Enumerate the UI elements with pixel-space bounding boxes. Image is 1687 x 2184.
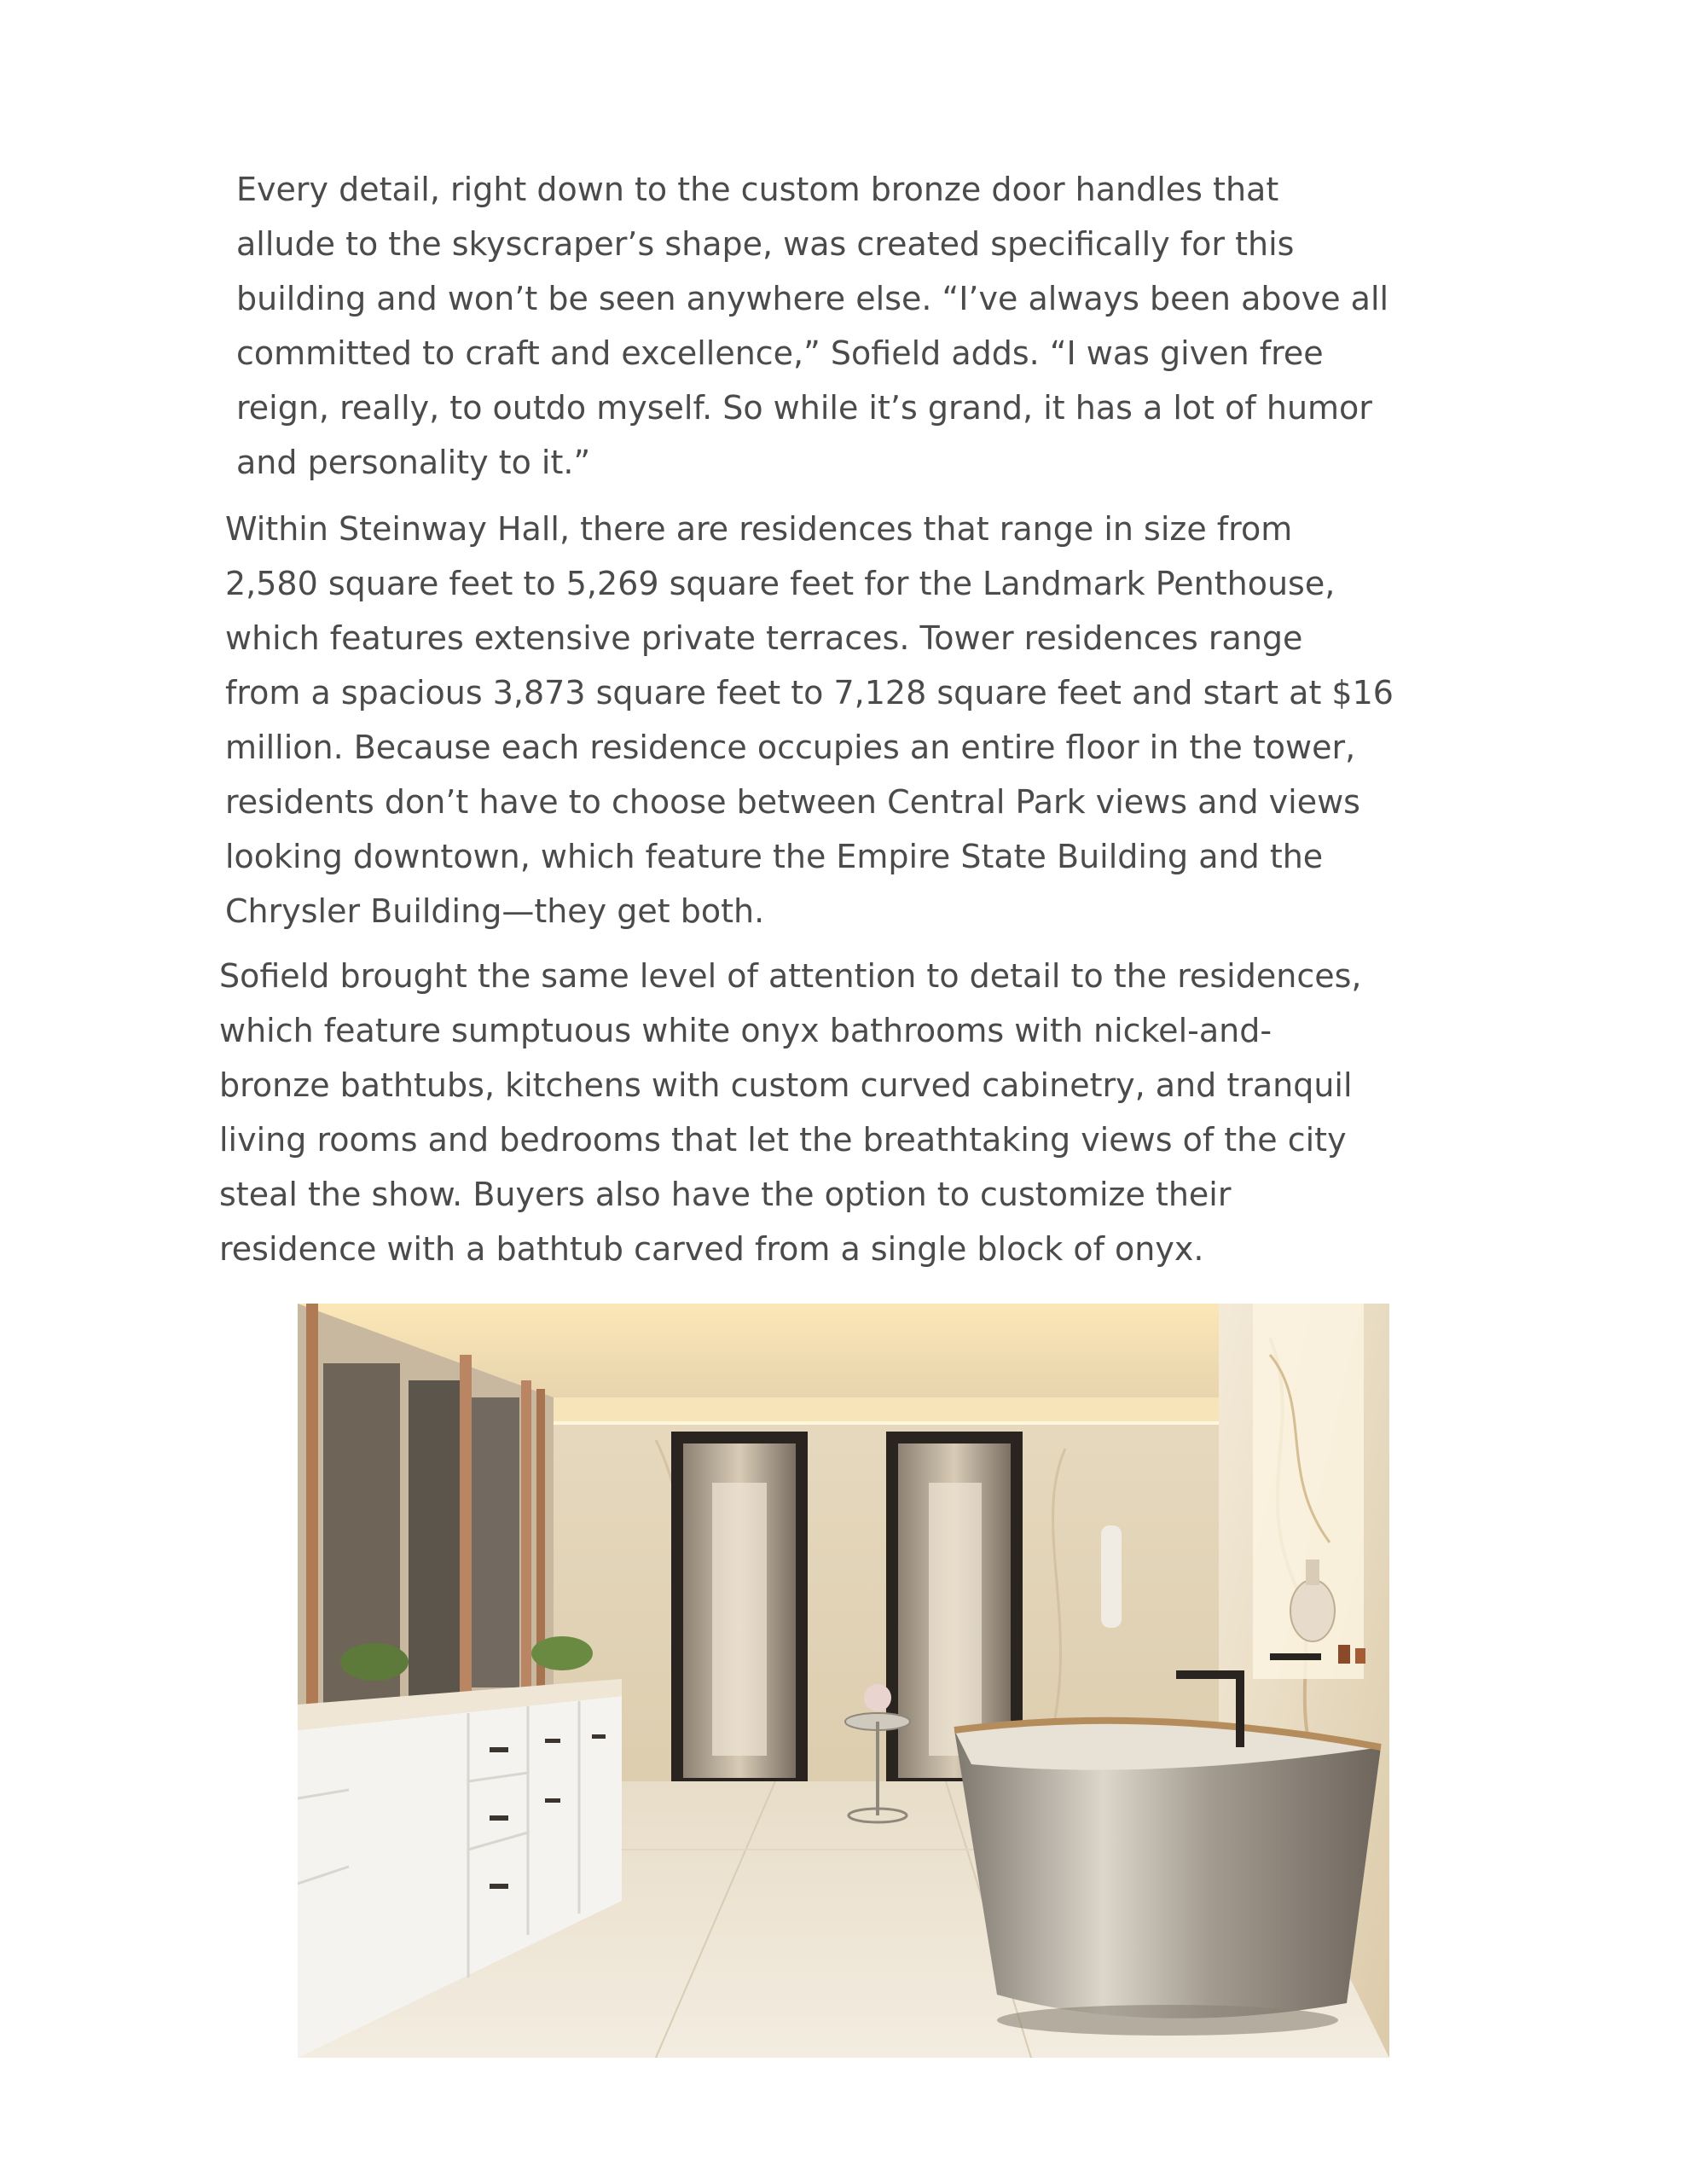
paragraph-line: Every detail, right down to the custom bronze door handles that bbox=[236, 171, 1279, 208]
paragraph-line: allude to the skyscraper’s shape, was created specifically for this bbox=[236, 225, 1295, 263]
paragraph-craft bbox=[236, 162, 1388, 490]
paragraph-bathrooms bbox=[219, 949, 1361, 1276]
paragraph-line: and personality to it.” bbox=[236, 444, 591, 481]
paragraph-line: steal the show. Buyers also have the option to customize their bbox=[219, 1176, 1232, 1213]
paragraph-line: residence with a bathtub carved from a single block of onyx. bbox=[219, 1230, 1204, 1268]
paragraph-line: which features extensive private terraces. Tower residences range bbox=[225, 619, 1303, 657]
paragraph-residences bbox=[225, 502, 1394, 938]
paragraph-line: committed to craft and excellence,” Sofield adds. “I was given free bbox=[236, 334, 1324, 372]
paragraph-line: Within Steinway Hall, there are residences that range in size from bbox=[225, 510, 1293, 548]
paragraph-line: building and won’t be seen anywhere else. “I’ve always been above all bbox=[236, 280, 1389, 317]
paragraph-line: living rooms and bedrooms that let the breathtaking views of the city bbox=[219, 1121, 1347, 1159]
paragraph-line: from a spacious 3,873 square feet to 7,128 square feet and start at $16 bbox=[225, 674, 1394, 712]
paragraph-line: bronze bathtubs, kitchens with custom curved cabinetry, and tranquil bbox=[219, 1066, 1353, 1104]
paragraph-line: which feature sumptuous white onyx bathrooms with nickel-and- bbox=[219, 1012, 1272, 1049]
bathroom-photo bbox=[298, 1304, 1389, 2058]
paragraph-line: Sofield brought the same level of attention to detail to the residences, bbox=[219, 957, 1362, 995]
paragraph-line: reign, really, to outdo myself. So while it’s grand, it has a lot of humor bbox=[236, 389, 1372, 427]
bathroom-illustration bbox=[298, 1304, 1389, 2058]
paragraph-line: looking downtown, which feature the Empire State Building and the bbox=[225, 838, 1324, 875]
paragraph-line: 2,580 square feet to 5,269 square feet for the Landmark Penthouse, bbox=[225, 565, 1336, 602]
paragraph-line: million. Because each residence occupies an entire floor in the tower, bbox=[225, 729, 1356, 766]
paragraph-line: residents don’t have to choose between Central Park views and views bbox=[225, 783, 1360, 821]
paragraph-line: Chrysler Building—they get both. bbox=[225, 892, 765, 930]
